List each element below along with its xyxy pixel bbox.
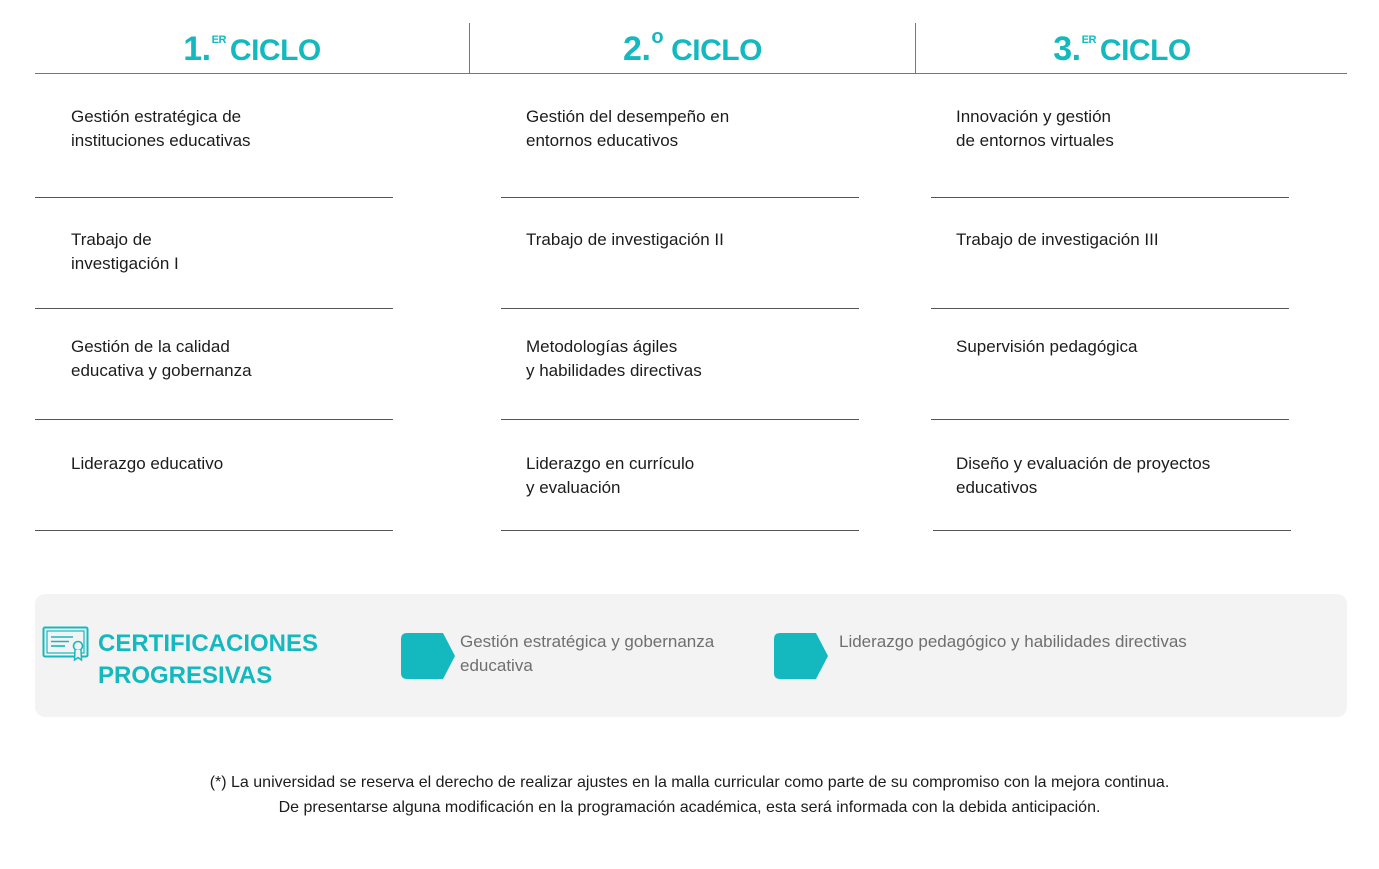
certification-tag-icon xyxy=(774,633,828,679)
cycle-label: CICLO xyxy=(1099,34,1191,67)
course-c1-2: Trabajo de investigación I xyxy=(71,230,179,273)
cycle-number: 3. xyxy=(1053,30,1081,68)
course-c3-2: Trabajo de investigación III xyxy=(956,230,1159,249)
certifications-title: CERTIFICACIONES PROGRESIVAS xyxy=(98,630,319,689)
footnote-line-1: (*) La universidad se reserva el derecho de realizar ajustes en la malla curricular como parte de su compromiso con la mejora continua. xyxy=(209,774,1170,791)
certification-item: Gestión estratégica y gobernanza educativa xyxy=(460,632,715,675)
course-c2-3: Metodologías ágiles y habilidades directivas xyxy=(526,337,702,380)
row-divider xyxy=(931,308,1289,309)
cycle-label: CICLO xyxy=(229,34,321,67)
column-divider xyxy=(469,23,470,73)
row-divider xyxy=(35,308,393,309)
row-divider xyxy=(35,530,393,531)
row-divider xyxy=(931,419,1289,420)
header-rule xyxy=(35,73,1347,74)
course-c1-1: Gestión estratégica de instituciones educativas xyxy=(71,107,251,150)
row-divider xyxy=(35,419,393,420)
row-divider xyxy=(931,197,1289,198)
course-c1-3: Gestión de la calidad educativa y gobernanza xyxy=(71,337,252,380)
cycle-ordinal: ER xyxy=(211,34,226,46)
cycle-label: CICLO xyxy=(671,34,762,67)
course-c2-4: Liderazgo en currículo y evaluación xyxy=(526,454,695,497)
cycle-1-heading xyxy=(35,30,469,70)
column-divider xyxy=(915,23,916,73)
row-divider xyxy=(501,308,859,309)
row-divider xyxy=(501,197,859,198)
cycle-2-heading xyxy=(470,26,915,70)
certificate-icon xyxy=(42,626,90,662)
cycle-ordinal: o xyxy=(651,26,664,48)
row-divider xyxy=(35,197,393,198)
row-divider xyxy=(933,530,1291,531)
course-c2-1: Gestión del desempeño en entornos educativos xyxy=(526,107,730,150)
course-c3-4: Diseño y evaluación de proyectos educativos xyxy=(956,454,1211,497)
cycle-ordinal: ER xyxy=(1081,34,1096,46)
certification-tag-icon xyxy=(401,633,455,679)
course-c3-3: Supervisión pedagógica xyxy=(956,337,1138,356)
row-divider xyxy=(501,419,859,420)
cycle-number: 1. xyxy=(183,30,211,68)
course-c1-4: Liderazgo educativo xyxy=(71,454,224,473)
cycle-3-heading xyxy=(916,30,1328,70)
row-divider xyxy=(501,530,859,531)
cycle-number: 2. xyxy=(623,30,651,68)
certification-item: Liderazgo pedagógico y habilidades directivas xyxy=(839,632,1187,651)
course-c3-1: Innovación y gestión de entornos virtuales xyxy=(956,107,1114,150)
footnote-line-2: De presentarse alguna modificación en la programación académica, esta será informada con la debida anticipación. xyxy=(278,799,1101,816)
course-c2-2: Trabajo de investigación II xyxy=(526,230,724,249)
